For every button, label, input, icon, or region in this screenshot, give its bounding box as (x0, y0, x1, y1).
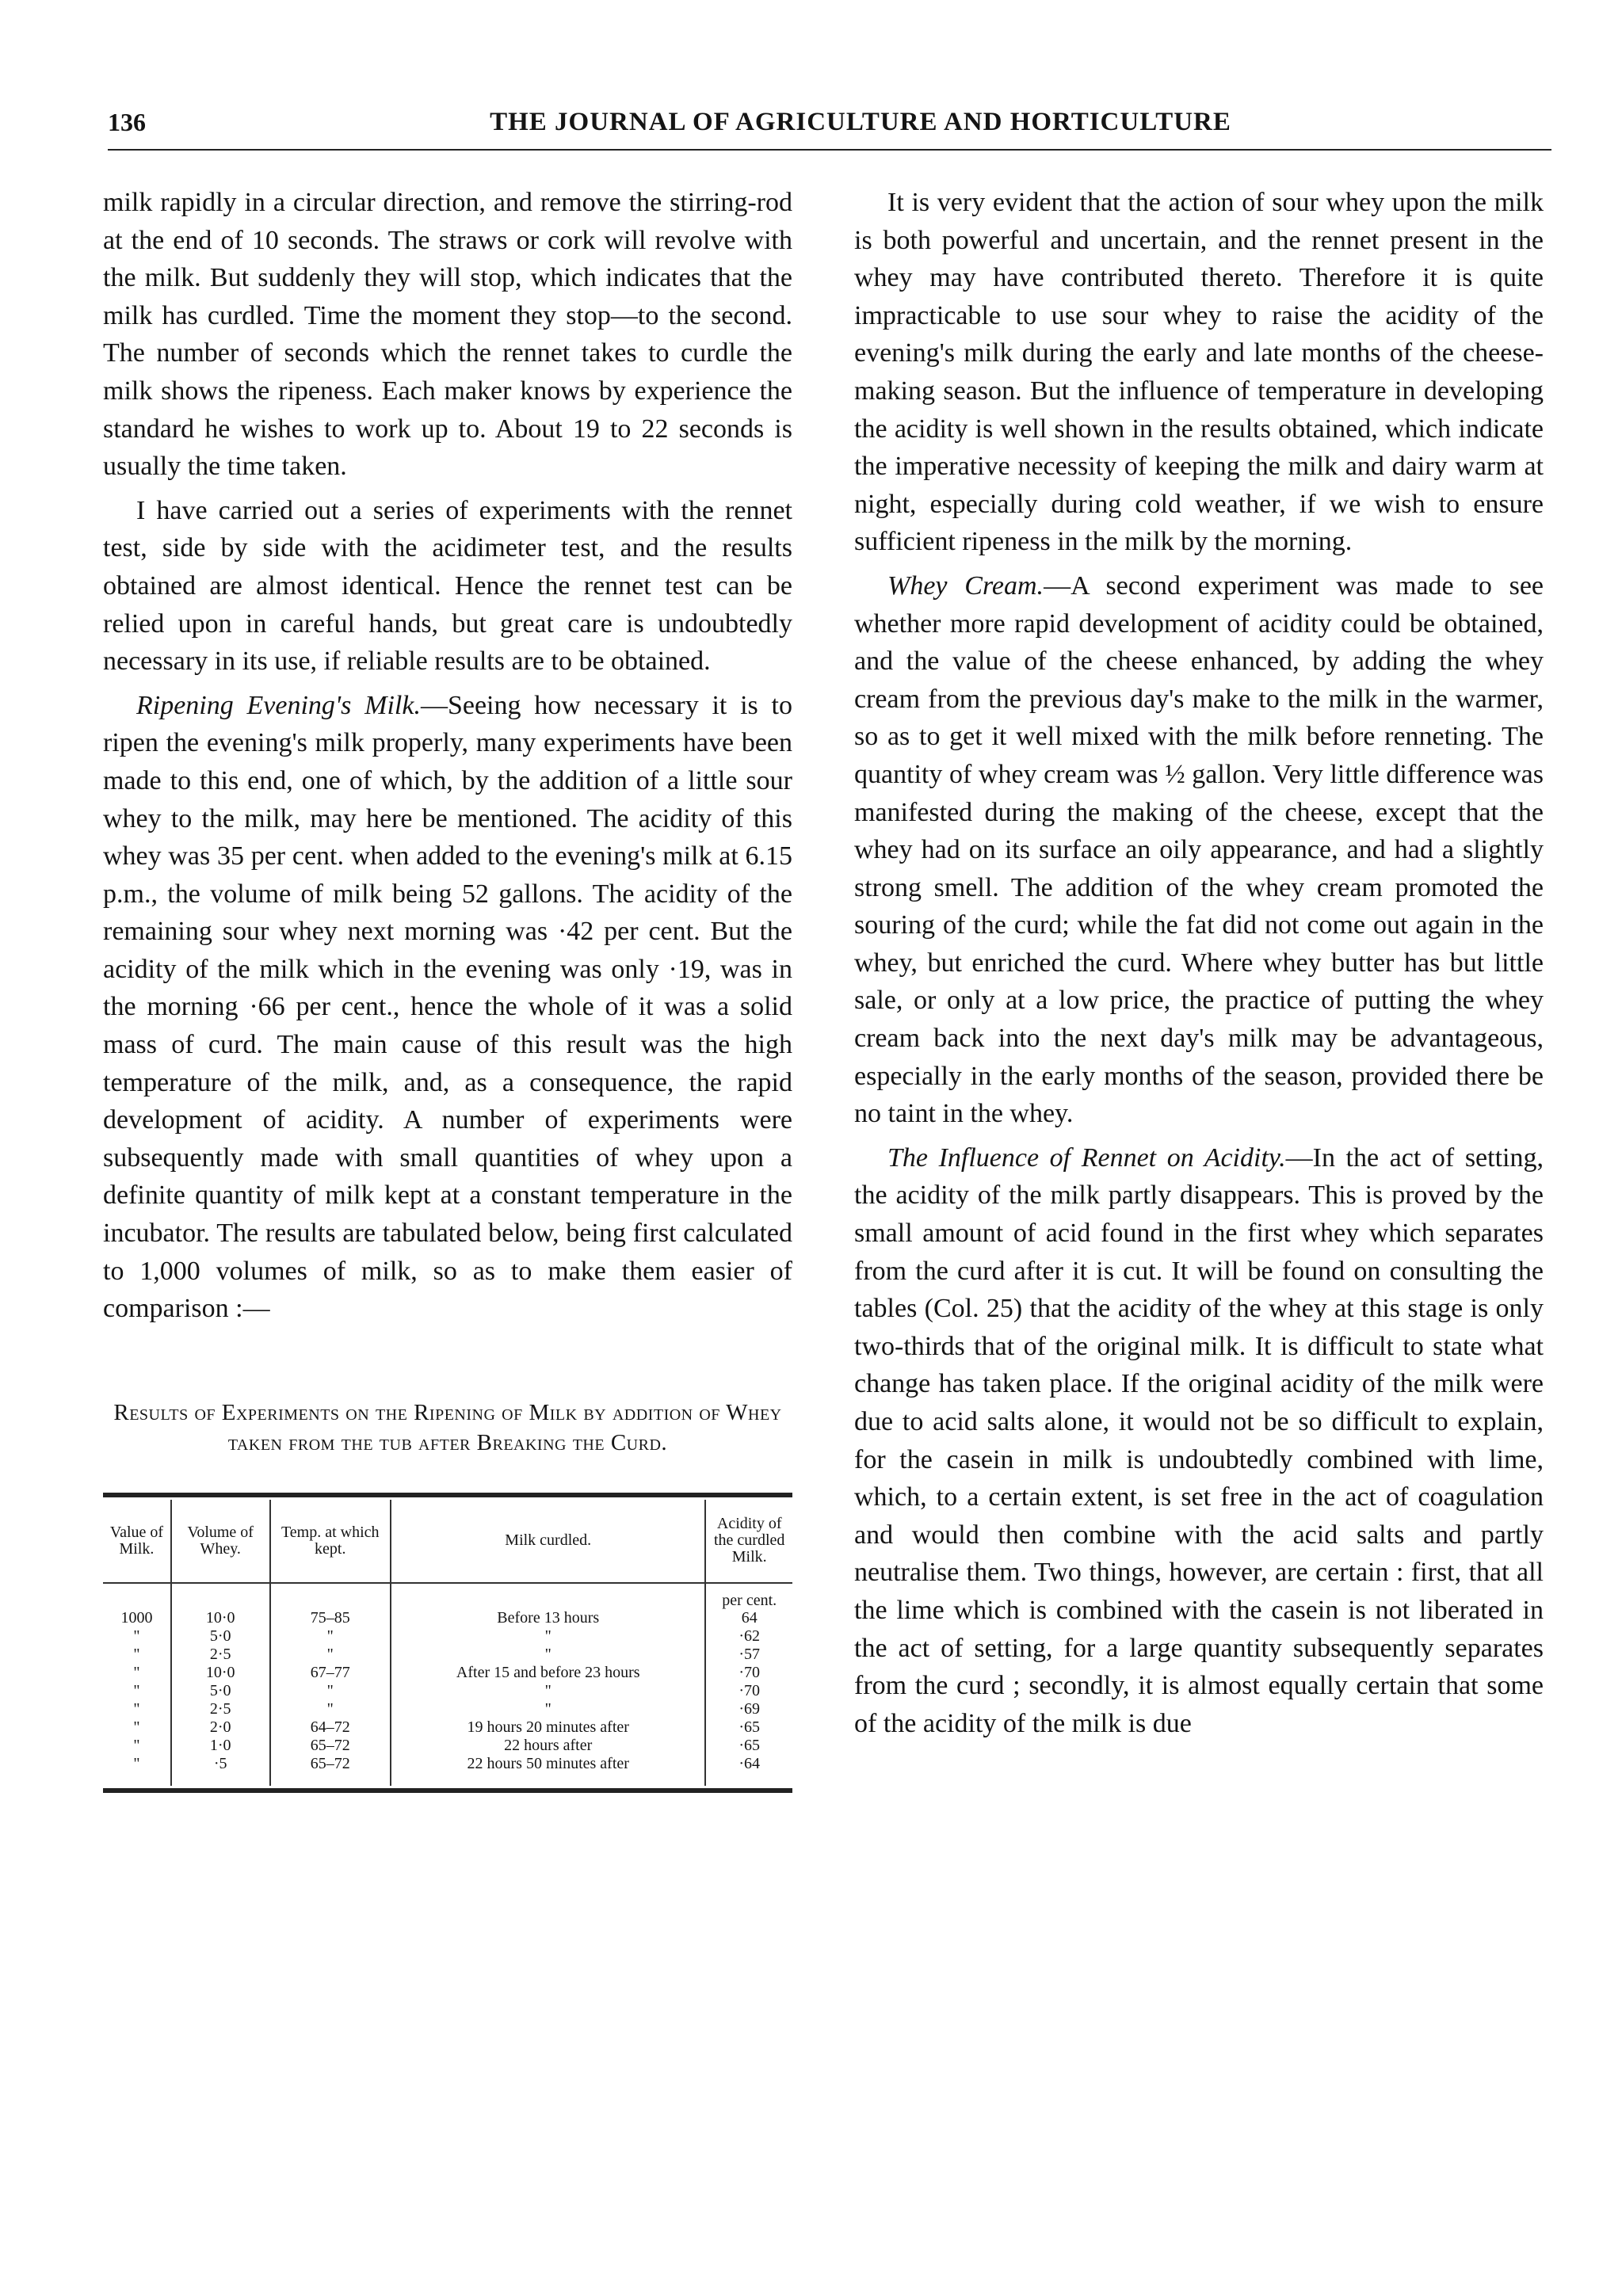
cell-whey: ·5 (171, 1755, 270, 1786)
cell-acidity: ·64 (705, 1755, 792, 1786)
cell-milk: " (133, 1682, 140, 1700)
table-row (103, 1755, 792, 1786)
table-row (103, 1682, 792, 1700)
right-paragraph-2-text: —A second experiment was made to see whether more rapid development of acidity could be obtained, and the value of the cheese enhanced, by adding the whey cream from the previous day's make to the milk in the warmer, so as to get it well mixed with the milk before renneting. The quantity of whey cream was ½ gallon. Very little difference was manifested during the making of the cheese, except that the whey had on its surface an oily appearance, and had a slightly strong smell. The addition of the whey cream promoted the souring of the curd; while the fat did not come out again in the whey, but enriched the curd. Where whey butter has but little sale, or only at a low price, the practice of putting the whey cream back into the next day's milk may be advantageous, especially in the early months of the season, provided there be no taint in the whey. (854, 570, 1544, 1129)
header-curdled: Milk curdled. (391, 1500, 705, 1583)
table-header-row (103, 1500, 792, 1583)
cell-milk: " (133, 1755, 140, 1773)
section-heading-rennet-acidity: The Influence of Rennet on Acidity. (887, 1142, 1286, 1173)
table-row (103, 1627, 792, 1646)
header-milk: Value of Milk. (103, 1500, 171, 1583)
table-row (103, 1700, 792, 1718)
cell-milk: " (133, 1737, 140, 1755)
cell-acidity: ·65 (705, 1737, 792, 1755)
cell-milk: 1000 (120, 1609, 153, 1627)
left-paragraph-3-text: —Seeing how necessary it is to ripen the evening's milk properly, many experiments have been made to this end, one of which, by the addition of a little sour whey to the milk, may here be mentioned. The acidity of this whey was 35 per cent. when added to the evening's milk at 6.15 p.m., the volume of milk being 52 gallons. The acidity of the remaining sour whey next morning was ·42 per cent. But the acidity of the milk which in the evening was only ·19, was in the morning ·66 per cent., hence the whole of it was a solid mass of curd. The main cause of this result was the high temperature of the milk, and, as a consequence, the rapid development of acidity. A number of experiments were subsequently made with small quantities of whey upon a definite quantity of milk kept at a constant temperature in the incubator. The results are tabulated below, being first calculated to 1,000 volumes of milk, so as to make them easier of comparison :— (103, 690, 792, 1324)
page-number: 136 (108, 108, 146, 136)
cell-whey: 5·0 (171, 1627, 270, 1646)
cell-temp: " (270, 1682, 391, 1700)
page-header (108, 101, 1551, 151)
cell-acidity: 64 (705, 1609, 792, 1627)
cell-whey: 2·5 (171, 1700, 270, 1718)
cell-temp: " (270, 1627, 391, 1646)
cell-curdled: " (391, 1646, 705, 1664)
right-column (854, 184, 1544, 1742)
cell-acidity: ·69 (705, 1700, 792, 1718)
cell-acidity: ·70 (705, 1682, 792, 1700)
table-row (103, 1737, 792, 1755)
cell-curdled: 19 hours 20 minutes after (391, 1718, 705, 1737)
cell-temp: 67–77 (270, 1664, 391, 1682)
cell-curdled: " (391, 1700, 705, 1718)
cell-curdled: Before 13 hours (391, 1609, 705, 1627)
right-paragraph-3-text: —In the act of setting, the acidity of the milk partly disappears. This is proved by the small amount of acid found in the first whey which separates from the curd after it is cut. It will be found on consulting the tables (Col. 25) that the acidity of the whey at this stage is only two-thirds that of the original milk. It is difficult to state what change has taken place. If the original acidity of the milk were due to acid salts alone, it would not be so difficult to explain, for the casein in milk is undoubtedly combined with lime, which, to a certain extent, is set free in the act of coagulation and would then combine with the acid salts and partly neutralise them. Two things, however, are certain : first, that all the lime which is combined with the casein is not liberated in the act of setting, for a large quantity subsequently separates from the curd ; secondly, it is almost equally certain that some of the acidity of the milk is due (854, 1142, 1544, 1738)
cell-curdled: 22 hours 50 minutes after (391, 1755, 705, 1786)
cell-milk: " (133, 1718, 140, 1737)
cell-whey: 5·0 (171, 1682, 270, 1700)
left-paragraph-2: I have carried out a series of experiments with the rennet test, side by side with the acidimeter test, and the results obtained are almost identical. Hence the rennet test can be relied upon in careful hands, but great care is undoubtedly necessary in its use, if reliable results are to be obtained. (103, 495, 792, 677)
table-row (103, 1646, 792, 1664)
table-row (103, 1664, 792, 1682)
right-paragraph-1: It is very evident that the action of sour whey upon the milk is both powerful and uncertain, and the rennet present in the whey may have contributed thereto. Therefore it is quite impracticable to use sour whey to raise the acidity of the evening's milk during the early and late months of the cheese-making season. But the influence of temperature in developing the acidity is well shown in the results obtained, which indicate the imperative necessity of keeping the milk and dairy warm at night, especially during cold weather, if we wish to ensure sufficient ripeness in the milk by the morning. (854, 188, 1544, 557)
table-caption: Results of Experiments on the Ripening of Milk by addition of Whey taken from the tub after Breaking the Curd. (113, 1399, 782, 1455)
running-title: THE JOURNAL OF AGRICULTURE AND HORTICULTURE (490, 108, 1231, 136)
cell-milk: " (133, 1646, 140, 1664)
header-acidity: Acidity of the curdled Milk. (705, 1500, 792, 1583)
cell-whey: 2·5 (171, 1646, 270, 1664)
cell-temp: " (270, 1646, 391, 1664)
cell-curdled: " (391, 1627, 705, 1646)
cell-curdled: 22 hours after (391, 1737, 705, 1755)
section-heading-whey-cream: Whey Cream. (887, 570, 1044, 601)
right-paragraph-3 (854, 1139, 1544, 1743)
left-column (103, 184, 792, 1793)
cell-milk: " (133, 1700, 140, 1718)
table-row (103, 1718, 792, 1737)
cell-whey: 10·0 (171, 1664, 270, 1682)
right-paragraph-2 (854, 567, 1544, 1133)
header-whey: Volume of Whey. (171, 1500, 270, 1583)
header-temp: Temp. at which kept. (270, 1500, 391, 1583)
left-paragraph-3 (103, 687, 792, 1328)
cell-milk: " (133, 1664, 140, 1682)
cell-acidity: ·57 (705, 1646, 792, 1664)
cell-whey: 1·0 (171, 1737, 270, 1755)
cell-whey: 2·0 (171, 1718, 270, 1737)
cell-curdled: " (391, 1682, 705, 1700)
left-paragraph-1: milk rapidly in a circular direction, and remove the stirring-rod at the end of 10 seconds. The straws or cork will revolve with the milk. But suddenly they will stop, which indicates that the milk has curdled. Time the moment they stop—to the second. The number of seconds which the rennet takes to curdle the milk shows the ripeness. Each maker knows by experience the standard he wishes to work up to. About 19 to 22 seconds is usually the time taken. (103, 188, 792, 482)
cell-acidity: ·70 (705, 1664, 792, 1682)
results-table (103, 1500, 792, 1786)
cell-temp: 75–85 (270, 1609, 391, 1627)
table-unit-row (103, 1583, 792, 1609)
results-table-frame (103, 1493, 792, 1793)
cell-milk: " (133, 1627, 140, 1646)
section-heading-ripening: Ripening Evening's Milk. (136, 690, 421, 720)
cell-temp: " (270, 1700, 391, 1718)
cell-temp: 64–72 (270, 1718, 391, 1737)
cell-whey: 10·0 (171, 1609, 270, 1627)
cell-temp: 65–72 (270, 1755, 391, 1786)
cell-acidity: ·65 (705, 1718, 792, 1737)
cell-acidity: ·62 (705, 1627, 792, 1646)
cell-temp: 65–72 (270, 1737, 391, 1755)
cell-curdled: After 15 and before 23 hours (391, 1664, 705, 1682)
table-row (103, 1609, 792, 1627)
acidity-unit: per cent. (705, 1583, 792, 1609)
